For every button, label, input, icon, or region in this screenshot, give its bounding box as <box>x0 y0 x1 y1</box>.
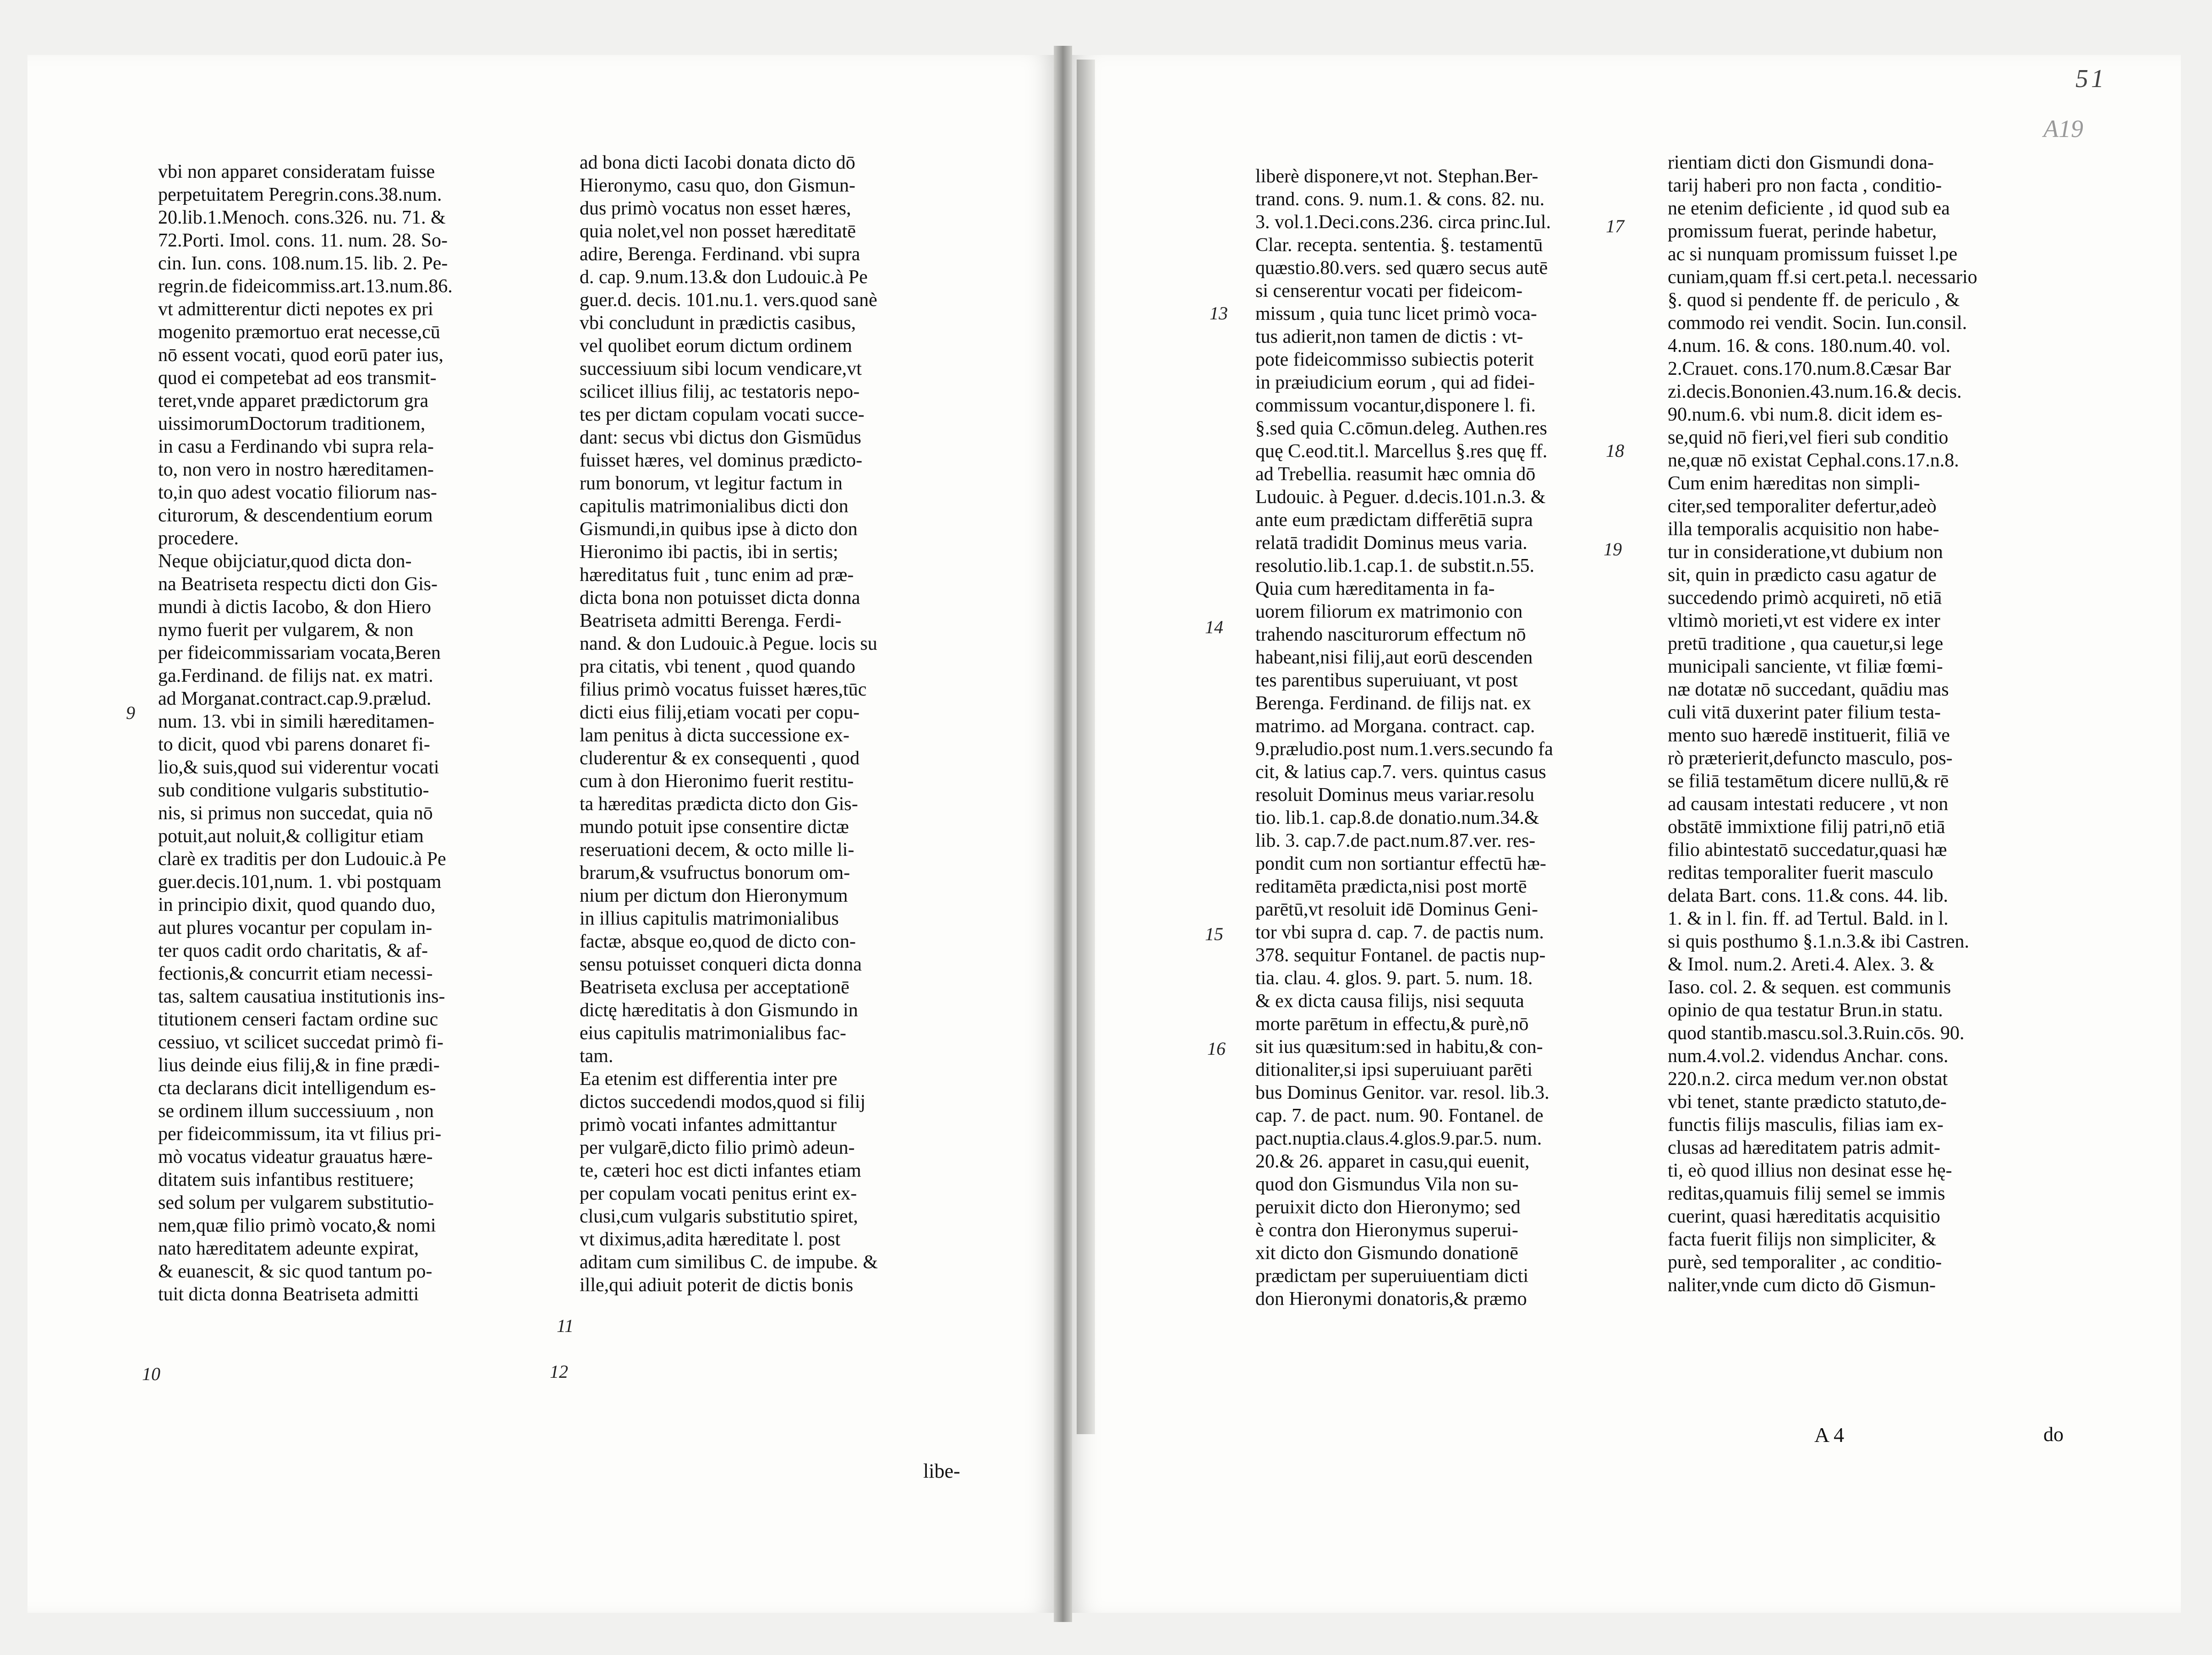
margin-number: 11 <box>557 1315 574 1336</box>
text-line: per fideicommissariam vocata,Beren <box>158 642 441 663</box>
text-line: to,in quo adest vocatio filiorum nas- <box>158 482 437 503</box>
text-line: primò vocati infantes admittantur <box>580 1114 837 1135</box>
text-line: ne etenim deficiente , id quod sub ea <box>1668 198 1950 219</box>
text-line: ad bona dicti Iacobi donata dicto dō <box>580 152 855 173</box>
text-line: fuisset hæres, vel dominus prædicto- <box>580 450 863 471</box>
text-line: mento suo hæredē instituerit, filiā ve <box>1668 725 1950 746</box>
text-line: relatā tradidit Dominus meus varia. <box>1255 532 1528 553</box>
text-line: successiuum sibi locum vendicare,vt <box>580 358 862 379</box>
text-line: cum à don Hieronimo fuerit restitu- <box>580 771 854 792</box>
text-line: & euanescit, & sic quod tantum po- <box>158 1261 433 1282</box>
text-line: Beatriseta exclusa per acceptationē <box>580 977 849 998</box>
text-line: dicta bona non potuisset dicta donna <box>580 587 860 608</box>
text-line: 72.Porti. Imol. cons. 11. num. 28. So- <box>158 230 448 251</box>
text-line: num.4.vol.2. videndus Anchar. cons. <box>1668 1046 1949 1067</box>
text-line: pact.nuptia.claus.4.glos.9.par.5. num. <box>1255 1128 1542 1149</box>
text-line: cin. Iun. cons. 108.num.15. lib. 2. Pe- <box>158 253 448 274</box>
text-line: cluderentur & ex consequenti , quod <box>580 748 860 769</box>
text-line: pondit cum non sortiantur effectū hæ- <box>1255 853 1546 874</box>
text-line: sensu potuisset conqueri dicta donna <box>580 954 862 975</box>
text-line: vt diximus,adita hæreditate l. post <box>580 1229 841 1250</box>
text-line: reditas,quamuis filij semel se immis <box>1668 1183 1945 1204</box>
text-line: in principio dixit, quod quando duo, <box>158 894 436 915</box>
text-line: nis, si primus non succedat, quia nō <box>158 803 433 824</box>
margin-number: 9 <box>126 702 135 723</box>
text-line: peruixit dicto don Hieronymo; sed <box>1255 1197 1521 1218</box>
text-line: commodo rei vendit. Socin. Iun.consil. <box>1668 312 1967 334</box>
text-line: dictę hæreditatis à don Gismundo in <box>580 1000 858 1021</box>
text-line: mundo potuit ipse consentire dictæ <box>580 817 849 838</box>
text-line: dicti eius filij,etiam vocati per copu- <box>580 702 860 723</box>
text-line: naliter,vnde cum dicto dō Gismun- <box>1668 1275 1936 1296</box>
text-line: 378. sequitur Fontanel. de pactis nup- <box>1255 945 1546 966</box>
text-line: trand. cons. 9. num.1. & cons. 82. nu. <box>1255 189 1545 210</box>
text-line: eius capitulis matrimonialibus fac- <box>580 1023 847 1044</box>
text-line: bus Dominus Genitor. var. resol. lib.3. <box>1255 1082 1549 1103</box>
book-gutter <box>1054 46 1072 1622</box>
text-line: titutionem censeri factam ordine suc <box>158 1009 438 1030</box>
text-line: d. cap. 9.num.13.& don Ludouic.à Pe <box>580 267 868 288</box>
text-line: se,quid nō fieri,vel fieri sub conditio <box>1668 427 1949 448</box>
text-line: trahendo nasciturorum effectum nō <box>1255 624 1526 645</box>
text-line: scilicet illius filij, ac testatoris nepo- <box>580 381 860 402</box>
text-line: Gismundi,in quibus ipse à dicto don <box>580 519 858 540</box>
text-line: ad Trebellia. reasumit hæc omnia dō <box>1255 464 1536 485</box>
text-line: ante eum prædictam differētiā supra <box>1255 510 1533 531</box>
text-line: vbi non apparet consideratam fuisse <box>158 161 435 182</box>
text-line: pretū traditione , qua cauetur,si lege <box>1668 633 1944 654</box>
text-line: ne,quæ nō existat Cephal.cons.17.n.8. <box>1668 450 1959 471</box>
text-line: num. 13. vbi in simili hæreditamen- <box>158 711 435 732</box>
text-line: ti, eò quod illius non desinat esse hę- <box>1668 1160 1952 1181</box>
text-line: vbi concludunt in prædictis casibus, <box>580 312 856 334</box>
text-line: regrin.de fideicommiss.art.13.num.86. <box>158 276 453 297</box>
text-line: guer.decis.101,num. 1. vbi postquam <box>158 871 442 893</box>
folio-number: 51 <box>2075 65 2107 93</box>
text-line: tas, saltem causatiua institutionis ins- <box>158 986 445 1007</box>
text-line: guer.d. decis. 101.nu.1. vers.quod sanè <box>580 290 877 311</box>
text-line: to, non vero in nostro hæreditamen- <box>158 459 434 480</box>
text-line: ter quos cadit ordo charitatis, & af- <box>158 940 428 961</box>
text-line: teret,vnde apparet prædictorum gra <box>158 390 429 411</box>
text-line: reseruationi decem, & octo mille li- <box>580 839 854 860</box>
text-line: resolutio.lib.1.cap.1. de substit.n.55. <box>1255 555 1534 576</box>
text-line: nium per dictum don Hieronymum <box>580 885 848 906</box>
text-line: næ dotatæ nō succedant, quādiu mas <box>1668 679 1949 700</box>
text-line: obstātē immixtione filij patri,nō etiā <box>1668 817 1945 838</box>
text-line: uissimorumDoctorum traditionem, <box>158 413 426 434</box>
text-line: tam. <box>580 1046 613 1067</box>
text-line: prædictam per superuiuentiam dicti <box>1255 1266 1528 1287</box>
text-line: quę C.eod.tit.l. Marcellus §.res quę ff. <box>1255 441 1548 462</box>
text-line: tia. clau. 4. glos. 9. part. 5. num. 18. <box>1255 968 1533 989</box>
text-line: reditamēta prædicta,nisi post mortē <box>1255 876 1527 897</box>
text-line: ille,qui adiuit poterit de dictis bonis <box>580 1275 854 1296</box>
text-line: clarè ex traditis per don Ludouic.à Pe <box>158 849 446 870</box>
text-line: lius deinde eius filij,& in fine prædi- <box>158 1055 440 1076</box>
text-line: §. quod si pendente ff. de periculo , & <box>1668 290 1960 311</box>
text-line: uorem filiorum ex matrimonio con <box>1255 601 1523 622</box>
text-line: filius primò vocatus fuisset hæres,tūc <box>580 679 867 700</box>
text-line: citurorum, & descendentium eorum <box>158 505 433 526</box>
text-line: Neque obijciatur,quod dicta don- <box>158 551 412 572</box>
text-line: parētū,vt resoluit idē Dominus Geni- <box>1255 899 1539 920</box>
catchword-right: do <box>2043 1423 2064 1446</box>
archive-pencil-note: A19 <box>2043 115 2083 142</box>
text-line: 20.& 26. apparet in casu,qui euenit, <box>1255 1151 1530 1172</box>
text-line: filio abintestatō succedatur,quasi hæ <box>1668 839 1947 860</box>
text-line: citer,sed temporaliter defertur,adeò <box>1668 496 1937 517</box>
text-line: quod don Gismundus Vila non su- <box>1255 1174 1519 1195</box>
text-line: mogenito præmortuo erat necesse,cū <box>158 322 440 343</box>
text-line: ad Morganat.contract.cap.9.prælud. <box>158 688 432 709</box>
text-line: liberè disponere,vt not. Stephan.Ber- <box>1255 166 1539 187</box>
text-line: è contra don Hieronymus superui- <box>1255 1220 1518 1241</box>
text-line: 2.Crauet. cons.170.num.8.Cæsar Bar <box>1668 358 1951 379</box>
text-line: tes parentibus superuiuant, vt post <box>1255 670 1518 691</box>
margin-number: 12 <box>550 1361 568 1382</box>
text-line: morte parētum in effectu,& purè,nō <box>1255 1014 1529 1035</box>
text-line: sub conditione vulgaris substitutio- <box>158 780 429 801</box>
text-line: procedere. <box>158 528 239 549</box>
text-line: cuniam,quam ff.si cert.peta.l. necessario <box>1668 267 1977 288</box>
text-line: dictos succedendi modos,quod si filij <box>580 1091 866 1112</box>
text-line: pra citatis, vbi tenent , quod quando <box>580 656 855 677</box>
left-column-2 <box>580 151 983 1297</box>
text-line: resoluit Dominus meus variar.resolu <box>1255 784 1534 806</box>
text-line: dant: secus vbi dictus don Gismūdus <box>580 427 861 448</box>
text-line: promissum fuerat, perinde habetur, <box>1668 221 1937 242</box>
text-line: aditam cum similibus C. de impube. & <box>580 1252 878 1273</box>
margin-number: 17 <box>1606 216 1624 236</box>
text-line: si censerentur vocati per fideicom- <box>1255 280 1523 301</box>
text-line: cessiuo, vt scilicet succedat primò fi- <box>158 1032 443 1053</box>
text-line: nand. & don Ludouic.à Pegue. locis su <box>580 633 877 654</box>
text-line: 3. vol.1.Deci.cons.236. circa princ.Iul. <box>1255 212 1551 233</box>
text-line: §.sed quia C.cōmun.deleg. Authen.res <box>1255 418 1547 439</box>
binding-shadow <box>1077 60 1095 1434</box>
text-line: 1. & in l. fin. ff. ad Tertul. Bald. in l. <box>1668 908 1949 929</box>
margin-number: 13 <box>1210 303 1228 323</box>
text-line: Beatriseta admitti Berenga. Ferdi- <box>580 610 842 631</box>
text-line: se ordinem illum successiuum , non <box>158 1101 434 1122</box>
text-line: na Beatriseta respectu dicti don Gis- <box>158 574 438 595</box>
text-line: dus primò vocatus non esset hæres, <box>580 198 851 219</box>
text-line: xit dicto don Gismundo donationē <box>1255 1243 1518 1264</box>
text-line: functis filijs masculis, filias iam ex- <box>1668 1114 1944 1135</box>
text-line: to dicit, quod vbi parens donaret fi- <box>158 734 430 755</box>
margin-number: 16 <box>1207 1038 1226 1059</box>
text-line: cuerint, quasi hæreditatis acquisitio <box>1668 1206 1940 1227</box>
text-line: rum bonorum, vt legitur factum in <box>580 473 843 494</box>
text-line: in præiudicium eorum , qui ad fidei- <box>1255 372 1535 393</box>
text-line: mò vocatus videatur grauatus hære- <box>158 1146 433 1167</box>
text-line: rò præterierit,defuncto masculo, pos- <box>1668 748 1953 769</box>
text-line: ditatem suis infantibus restituere; <box>158 1169 414 1190</box>
text-line: Iaso. col. 2. & sequen. est communis <box>1668 977 1951 998</box>
text-line: per fideicommissum, ita vt filius pri- <box>158 1123 442 1145</box>
text-line: commissum vocantur,disponere l. fi. <box>1255 395 1536 416</box>
catchword-left: libe- <box>923 1460 960 1482</box>
text-line: cit, & latius cap.7. vers. quintus casus <box>1255 762 1546 783</box>
text-line: lib. 3. cap.7.de pact.num.87.ver. res- <box>1255 830 1536 851</box>
text-line: quod ei competebat ad eos transmit- <box>158 367 437 389</box>
text-line: tarij haberi pro non facta , conditio- <box>1668 175 1942 196</box>
text-line: vbi tenet, stante prædicto statuto,de- <box>1668 1091 1947 1112</box>
text-line: 20.lib.1.Menoch. cons.326. nu. 71. & <box>158 207 446 228</box>
text-line: fectionis,& concurrit etiam necessi- <box>158 963 433 984</box>
text-line: tuit dicta donna Beatriseta admitti <box>158 1284 419 1305</box>
text-line: Quia cum hæreditamenta in fa- <box>1255 578 1495 599</box>
text-line: opinio de qua testatur Brun.in statu. <box>1668 1000 1943 1021</box>
text-line: tio. lib.1. cap.8.de donatio.num.34.& <box>1255 807 1539 828</box>
text-line: municipali sanciente, vt filiæ fœmi- <box>1668 656 1943 677</box>
text-line: Berenga. Ferdinand. de filijs nat. ex <box>1255 693 1531 714</box>
text-line: missum , quia tunc licet primò voca- <box>1255 303 1537 324</box>
text-line: si quis posthumo §.1.n.3.& ibi Castren. <box>1668 931 1970 952</box>
text-line: 220.n.2. circa medum ver.non obstat <box>1668 1069 1948 1090</box>
text-line: te, cæteri hoc est dicti infantes etiam <box>580 1160 861 1181</box>
margin-number: 18 <box>1606 440 1624 461</box>
text-line: aut plures vocantur per copulam in- <box>158 917 433 938</box>
text-line: purè, sed temporaliter , ac conditio- <box>1668 1252 1942 1273</box>
text-line: ta hæreditas prædicta dicto don Gis- <box>580 794 858 815</box>
text-line: succedendo primò acquireti, nō etiā <box>1668 587 1942 608</box>
text-line: ditionaliter,si ipsi superuiuant parēti <box>1255 1059 1533 1080</box>
text-line: vel quolibet eorum dictum ordinem <box>580 335 852 356</box>
text-line: cap. 7. de pact. num. 90. Fontanel. de <box>1255 1105 1544 1126</box>
text-line: Cum enim hæreditas non simpli- <box>1668 473 1920 494</box>
text-line: sit, quin in prædicto casu agatur de <box>1668 564 1937 586</box>
text-line: Hieronymo, casu quo, don Gismun- <box>580 175 855 196</box>
text-line: se filiā testamētum dicere nullū,& rē <box>1668 771 1949 792</box>
text-line: lam penitus à dicta successione ex- <box>580 725 849 746</box>
text-line: adire, Berenga. Ferdinand. vbi supra <box>580 244 860 265</box>
text-line: pote fideicommisso subiectis poterit <box>1255 349 1534 370</box>
text-line: nymo fuerit per vulgarem, & non <box>158 619 414 641</box>
text-line: clusas ad hæreditatem patris admit- <box>1668 1137 1940 1158</box>
text-line: nem,quæ filio primò vocato,& nomi <box>158 1215 436 1236</box>
text-line: tes per dictam copulam vocati succe- <box>580 404 865 425</box>
text-line: lio,& suis,quod sui viderentur vocati <box>158 757 439 778</box>
text-line: perpetuitatem Peregrin.cons.38.num. <box>158 184 442 205</box>
text-line: in illius capitulis matrimonialibus <box>580 908 839 929</box>
text-line: & ex dicta causa filijs, nisi sequuta <box>1255 991 1524 1012</box>
left-column-1 <box>158 160 548 1306</box>
text-line: vt admitterentur dicti nepotes ex pri <box>158 299 433 320</box>
margin-number: 10 <box>142 1364 160 1384</box>
text-line: matrimo. ad Morgana. contract. cap. <box>1255 716 1535 737</box>
text-line: factæ, absque eo,quod de dicto con- <box>580 931 856 952</box>
text-line: tor vbi supra d. cap. 7. de pactis num. <box>1255 922 1544 943</box>
text-line: 90.num.6. vbi num.8. dicit idem es- <box>1668 404 1943 425</box>
text-line: quæstio.80.vers. sed quæro secus autē <box>1255 258 1548 279</box>
text-line: don Hieronymi donatoris,& præmo <box>1255 1288 1527 1310</box>
text-line: 9.præludio.post num.1.vers.secundo fa <box>1255 739 1553 760</box>
text-line: nato hæreditatem adeunte expirat, <box>158 1238 419 1259</box>
text-line: tur in consideratione,vt dubium non <box>1668 542 1943 563</box>
text-line: Ea etenim est differentia inter pre <box>580 1069 838 1090</box>
right-column-1 <box>1255 165 1659 1310</box>
text-line: per copulam vocati penitus erint ex- <box>580 1183 857 1204</box>
text-line: & Imol. num.2. Areti.4. Alex. 3. & <box>1668 954 1935 975</box>
margin-number: 19 <box>1604 539 1622 559</box>
text-line: ac si nunquam promissum fuisset l.pe <box>1668 244 1958 265</box>
text-line: quia nolet,vel non posset hæreditatē <box>580 221 856 242</box>
text-line: quod stantib.mascu.sol.3.Ruin.cōs. 90. <box>1668 1023 1965 1044</box>
text-line: Ludouic. à Peguer. d.decis.101.n.3. & <box>1255 487 1546 508</box>
text-line: facta fuerit filijs non simpliciter, & <box>1668 1229 1937 1250</box>
text-line: per vulgarē,dicto filio primò adeun- <box>580 1137 855 1158</box>
text-line: zi.decis.Bononien.43.num.16.& decis. <box>1668 381 1962 402</box>
text-line: rientiam dicti don Gismundi dona- <box>1668 152 1934 173</box>
text-line: ga.Ferdinand. de filijs nat. ex matri. <box>158 665 433 686</box>
margin-number: 15 <box>1205 924 1223 944</box>
text-line: in casu a Ferdinando vbi supra rela- <box>158 436 434 457</box>
text-line: culi vitā duxerint pater filium testa- <box>1668 702 1941 723</box>
text-line: nō essent vocati, quod eorū pater ius, <box>158 345 443 366</box>
text-line: tus adierit,non tamen de dictis : vt- <box>1255 326 1523 347</box>
text-line: capitulis matrimonialibus dicti don <box>580 496 849 517</box>
text-line: cta declarans dicit intelligendum es- <box>158 1078 436 1099</box>
text-line: reditas temporaliter fuerit masculo <box>1668 862 1933 883</box>
margin-number: 14 <box>1205 617 1223 637</box>
signature-mark: A 4 <box>1814 1423 1845 1447</box>
text-line: mundi à dictis Iacobo, & don Hiero <box>158 597 432 618</box>
text-line: ad causam intestati reducere , vt non <box>1668 794 1949 815</box>
text-line: hæreditatus fuit , tunc enim ad præ- <box>580 564 854 586</box>
text-line: habeant,nisi filij,aut eorū descenden <box>1255 647 1533 668</box>
text-line: delata Bart. cons. 11.& cons. 44. lib. <box>1668 885 1948 906</box>
right-column-2 <box>1668 151 2071 1297</box>
text-line: vltimò morieti,vt est videre ex inter <box>1668 610 1940 631</box>
text-line: 4.num. 16. & cons. 180.num.40. vol. <box>1668 335 1951 356</box>
text-line: clusi,cum vulgaris substitutio spiret, <box>580 1206 858 1227</box>
text-line: brarum,& vsufructus bonorum om- <box>580 862 850 883</box>
text-line: illa temporalis acquisitio non habe- <box>1668 519 1939 540</box>
text-line: potuit,aut noluit,& colligitur etiam <box>158 826 424 847</box>
text-line: sit ius quæsitum:sed in habitu,& con- <box>1255 1036 1543 1058</box>
text-line: Clar. recepta. sententia. §. testamentū <box>1255 235 1543 256</box>
text-line: Hieronimo ibi pactis, ibi in sertis; <box>580 542 838 563</box>
text-line: sed solum per vulgarem substitutio- <box>158 1192 434 1213</box>
